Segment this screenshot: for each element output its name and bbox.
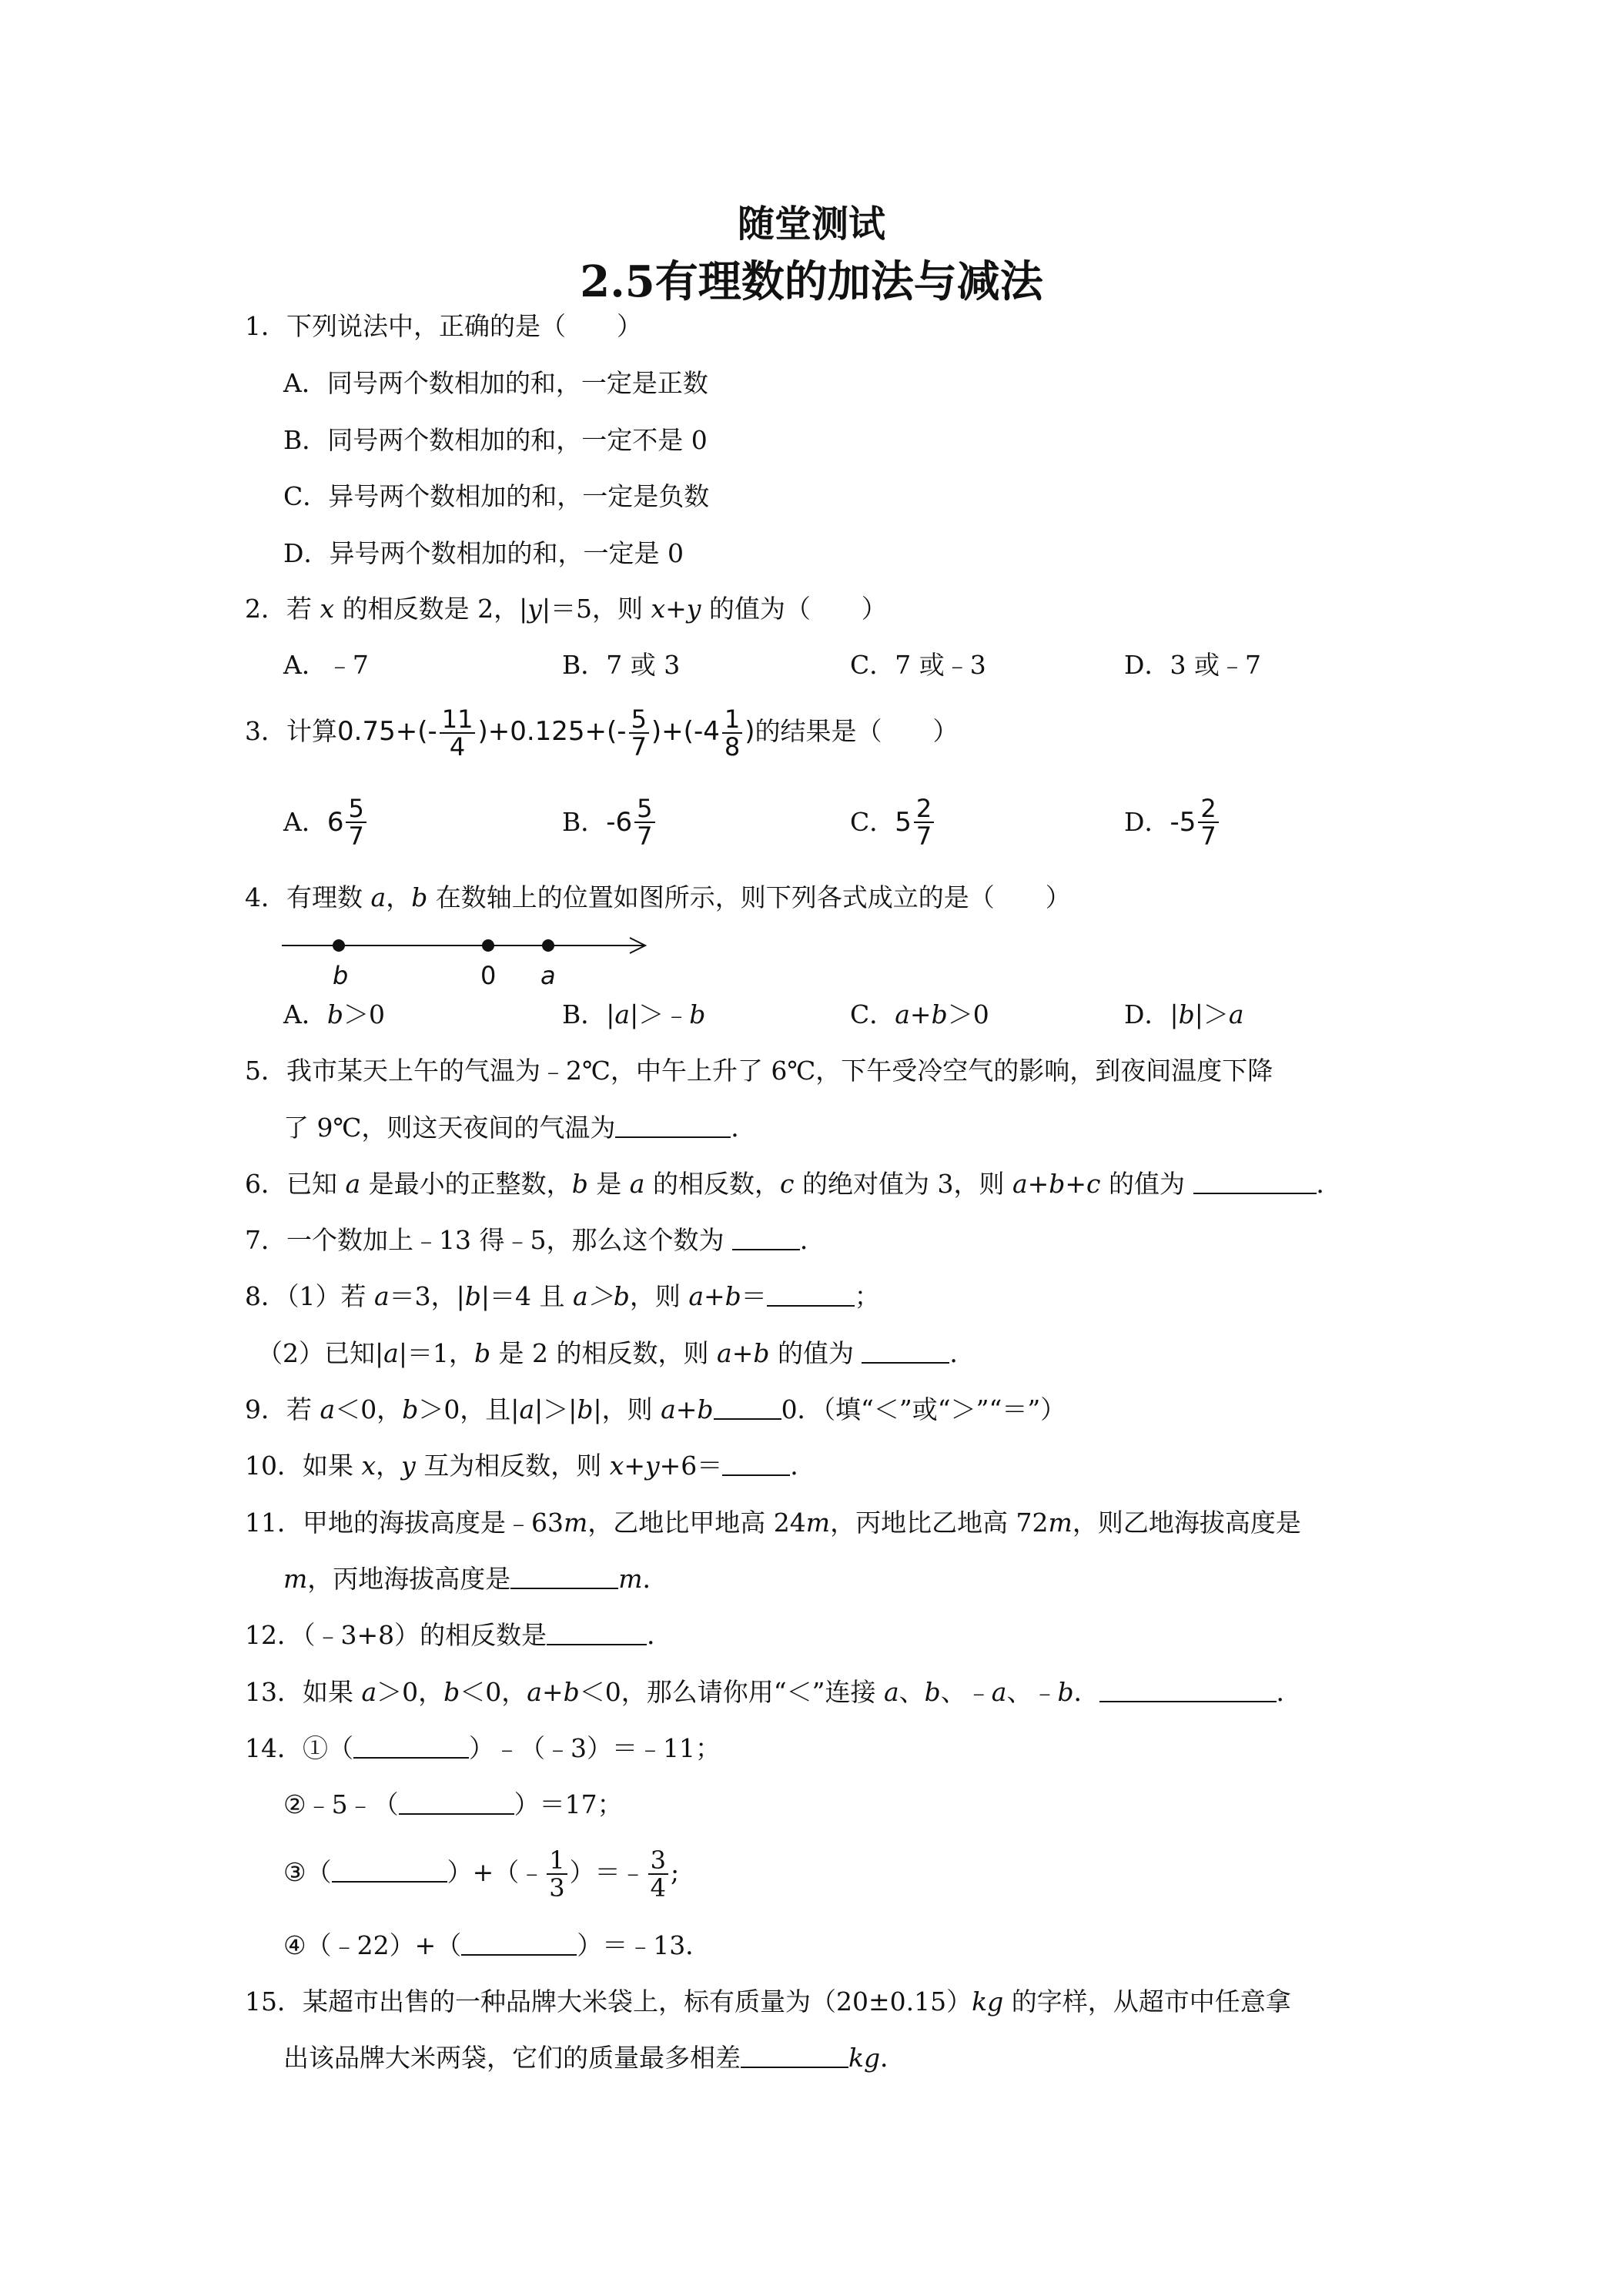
question-15-line-1: [245, 1985, 1291, 2019]
var-y: y: [401, 1451, 416, 1481]
q5-end: ．: [731, 1113, 757, 1143]
q3-option-d: [1124, 795, 1221, 849]
question-5-line-1: 5．我市某天上午的气温为﹣2℃，中午上升了 6℃，下午受冷空气的影响，到夜间温度下降: [245, 1056, 1273, 1086]
option-label: D．: [1124, 807, 1170, 837]
question-8-part-2: [257, 1337, 975, 1371]
question-11-line-1: [245, 1506, 1301, 1540]
q4-text: 4．有理数: [245, 882, 371, 912]
q14-text: ）＝﹣: [569, 1857, 646, 1887]
unit-m: m: [618, 1564, 643, 1594]
q14-text: ）＝17；: [514, 1789, 623, 1819]
q8-text: |＝4 且: [480, 1281, 574, 1311]
denominator: 7: [637, 822, 653, 851]
var-x: x: [320, 594, 335, 624]
question-14-row-4: [283, 1929, 711, 1963]
opt-var: a: [1228, 999, 1244, 1029]
q8-text: （2）已知|: [257, 1338, 384, 1368]
fraction: [440, 706, 476, 760]
expr-part: )+0.125+(-: [477, 716, 627, 747]
point-zero: [482, 939, 494, 952]
var-b: b: [411, 882, 428, 912]
answer-blank[interactable]: [714, 1394, 781, 1420]
q1-option-c: C．异号两个数相加的和，一定是负数: [283, 481, 710, 511]
q13-text: 、﹣: [940, 1677, 992, 1707]
q1-option-a: A．同号两个数相加的和，一定是正数: [283, 368, 708, 398]
question-8-part-1: [245, 1280, 880, 1314]
q14-text: ④（﹣22）+（: [283, 1930, 462, 1960]
var-a: a: [629, 1169, 645, 1199]
question-9: [245, 1393, 1066, 1427]
q11-text: ，乙地比甲地高 24: [587, 1508, 806, 1538]
answer-blank[interactable]: [510, 1563, 618, 1589]
var-b: b: [571, 1169, 588, 1199]
unit-m: m: [563, 1508, 588, 1538]
point-a: [542, 939, 554, 952]
q11-text: ，丙地海拔高度是: [307, 1564, 511, 1594]
fraction: [629, 706, 649, 760]
option-label: B．: [562, 807, 607, 837]
opt-var: b: [1178, 999, 1195, 1029]
var-a: a: [370, 882, 387, 912]
var-a: a: [883, 1677, 899, 1707]
opt-var: b: [689, 999, 706, 1029]
unit-kg: kg: [848, 2043, 881, 2073]
q8-end: ；: [854, 1281, 880, 1311]
question-14-row-2: [283, 1788, 623, 1822]
var-c: c: [779, 1169, 795, 1199]
var-a: a: [383, 1338, 399, 1368]
q11-text: ，则乙地海拔高度是: [1072, 1508, 1301, 1538]
q13-text: 、: [899, 1677, 925, 1707]
q6-text: 6．已知: [245, 1169, 346, 1199]
answer-blank[interactable]: [461, 1930, 577, 1956]
mixed-number: [327, 795, 369, 849]
q14-lead: 14．: [245, 1733, 303, 1763]
expr-a-plus-b: a+b: [717, 1338, 770, 1368]
q11-text: 11．甲地的海拔高度是﹣63: [245, 1508, 564, 1538]
page-title: 随堂测试: [737, 202, 885, 246]
q15-end: ．: [880, 2043, 906, 2073]
numerator: 3: [648, 1847, 668, 1875]
opt-var: a+b: [895, 999, 948, 1029]
point-b: [333, 939, 345, 952]
opt-text: |＞﹣: [630, 999, 690, 1029]
q4-text: ，: [386, 882, 412, 912]
q6-text: 的绝对值为 3，则: [794, 1169, 1012, 1199]
q14-text: ①（: [303, 1733, 353, 1763]
q8-end: ．: [949, 1338, 975, 1368]
q10-text: 互为相反数，则: [415, 1451, 610, 1481]
question-14-row-3: [283, 1844, 679, 1901]
q3-lead: 3．计算: [245, 716, 337, 746]
q13-text: ．: [1073, 1677, 1099, 1707]
numerator: 5: [346, 795, 366, 823]
fraction: [547, 1847, 567, 1901]
answer-blank[interactable]: [767, 1280, 855, 1307]
q4-option-d: [1124, 998, 1244, 1032]
numerator: 11: [440, 706, 476, 734]
denominator: 4: [650, 1873, 666, 1903]
expr-a-plus-b: a+b: [527, 1677, 580, 1707]
denominator: 7: [1200, 822, 1216, 851]
opt-text: A．: [283, 999, 327, 1029]
opt-text: ＞0: [947, 999, 989, 1029]
q8-text: 8．（1）若: [245, 1281, 374, 1311]
whole: -6: [606, 807, 633, 838]
var-a: a: [991, 1677, 1007, 1707]
var-x: x: [361, 1451, 376, 1481]
numerator: 5: [629, 706, 649, 734]
answer-blank[interactable]: [1193, 1168, 1317, 1194]
q13-end: ．: [1276, 1677, 1302, 1707]
var-a: a: [519, 1394, 535, 1424]
q14-text: ）+（﹣: [447, 1857, 545, 1887]
q8-text: ＝3，|: [389, 1281, 465, 1311]
q6-text: 是: [587, 1169, 630, 1199]
question-4-stem: [245, 881, 1071, 915]
whole: -5: [1170, 807, 1196, 838]
var-a: a: [361, 1677, 377, 1707]
q9-text: ＞0，且|: [418, 1394, 520, 1424]
q14-text: ③（: [283, 1857, 332, 1887]
question-6: [245, 1167, 1342, 1201]
var-y: y: [527, 594, 542, 624]
question-1-stem: 1．下列说法中，正确的是（ ）: [245, 311, 642, 341]
denominator: 7: [348, 822, 364, 851]
q2-text: |＝5，则: [541, 594, 651, 624]
q8-text: ，则: [629, 1281, 689, 1311]
expr-a-b-c: a+b+c: [1012, 1169, 1101, 1199]
unit-m: m: [1048, 1508, 1073, 1538]
q3-option-b: [562, 795, 658, 849]
denominator: 4: [449, 731, 466, 761]
question-11-line-2: [283, 1562, 668, 1596]
q8-text: 的值为: [769, 1338, 862, 1368]
fraction: [722, 706, 742, 760]
answer-blank[interactable]: [353, 1732, 469, 1759]
q15-text: 的字样，从超市中任意拿: [1003, 1986, 1291, 2017]
numerator: 1: [722, 706, 742, 734]
denominator: 3: [549, 1873, 565, 1903]
answer-blank[interactable]: [732, 1224, 800, 1250]
q1-option-d: D．异号两个数相加的和，一定是 0: [283, 538, 684, 568]
numerator: 5: [634, 795, 654, 823]
q14-text: ;: [670, 1857, 680, 1887]
mixed-number: [606, 795, 657, 849]
answer-blank[interactable]: [1099, 1676, 1277, 1702]
option-label: C．: [850, 807, 895, 837]
var-b: b: [1057, 1677, 1074, 1707]
var-b: b: [443, 1677, 460, 1707]
denominator: 8: [724, 731, 741, 761]
q2-text: 的相反数是 2，|: [334, 594, 528, 624]
answer-blank[interactable]: [862, 1337, 949, 1364]
answer-blank[interactable]: [615, 1112, 731, 1138]
q14-text: ②﹣5﹣（: [283, 1789, 399, 1819]
q9-text: |，则: [593, 1394, 661, 1424]
var-b: b: [402, 1394, 419, 1424]
question-3-stem: [245, 705, 958, 760]
fraction: [346, 795, 366, 849]
expr-x-plus-y: x+y: [609, 1451, 660, 1481]
q2-option-a: A．﹣7: [283, 650, 369, 680]
q7-text: 7．一个数加上﹣13 得﹣5，那么这个数为: [245, 1225, 732, 1255]
label-a: a: [540, 961, 556, 990]
answer-blank[interactable]: [547, 1619, 647, 1645]
fraction: [648, 1847, 668, 1901]
q13-text: ＞0，: [376, 1677, 444, 1707]
q2-text: 的值为（ ）: [701, 594, 887, 624]
q2-option-c: C．7 或﹣3: [850, 650, 986, 680]
unit-kg: kg: [972, 1986, 1004, 2017]
q4-option-c: [850, 998, 989, 1032]
q2-text: 2．若: [245, 594, 320, 624]
q13-text: 13．如果: [245, 1677, 362, 1707]
numerator: 2: [914, 795, 934, 823]
q8-text: |＝1，: [398, 1338, 474, 1368]
q11-text: ，丙地比乙地高 72: [830, 1508, 1049, 1538]
var-a: a: [345, 1169, 361, 1199]
q9-text: 0．（填“＜”或“＞”“＝”）: [781, 1394, 1066, 1424]
number-line-figure: [282, 924, 651, 993]
question-5-line-2: [283, 1111, 756, 1145]
expr-a-gt-b: a＞b: [573, 1281, 630, 1311]
var-b: b: [464, 1281, 481, 1311]
opt-var: a: [614, 999, 631, 1029]
var-b: b: [924, 1677, 941, 1707]
q2-option-b: B．7 或 3: [562, 650, 681, 680]
question-13: [245, 1675, 1302, 1709]
q8-text: 是 2 的相反数，则: [490, 1338, 718, 1368]
q4-option-a: [283, 998, 385, 1032]
expr-a-plus-b: a+b: [688, 1281, 741, 1311]
q9-text: |＞|: [534, 1394, 577, 1424]
answer-blank[interactable]: [332, 1856, 447, 1883]
q12-end: ．: [647, 1620, 673, 1650]
label-zero: 0: [480, 961, 497, 990]
expr-x-plus-y: x+y: [651, 594, 701, 624]
q13-text: ＜0，那么请你用“＜”连接: [579, 1677, 884, 1707]
answer-blank[interactable]: [741, 2042, 848, 2068]
q7-end: ．: [799, 1225, 825, 1255]
q11-end: ．: [642, 1564, 668, 1594]
q3-tail: 的结果是（ ）: [755, 716, 959, 746]
mixed-number: [895, 795, 936, 849]
q10-text: ，: [376, 1451, 402, 1481]
q3-expression: [337, 704, 755, 761]
opt-var: b: [326, 999, 343, 1029]
q10-end: ．: [790, 1451, 816, 1481]
opt-text: |＞: [1194, 999, 1229, 1029]
q14-text: ）﹣（﹣3）＝﹣11；: [469, 1733, 721, 1763]
unit-m: m: [805, 1508, 831, 1538]
q5-text: 了 9℃，则这天夜间的气温为: [283, 1113, 616, 1143]
page-subtitle: 2.5有理数的加法与减法: [580, 256, 1043, 307]
expr-part: ): [745, 716, 755, 747]
q13-text: 、﹣: [1006, 1677, 1058, 1707]
var-b: b: [577, 1394, 594, 1424]
q14-text: ）＝﹣13．: [577, 1930, 711, 1960]
denominator: 7: [915, 822, 932, 851]
opt-text: D．|: [1124, 999, 1179, 1029]
fraction: [1198, 795, 1218, 849]
q8-text: ＝: [741, 1281, 767, 1311]
question-7: [245, 1223, 825, 1257]
unit-m: m: [283, 1564, 308, 1594]
q6-text: 是最小的正整数，: [360, 1169, 572, 1199]
q13-text: ＜0，: [460, 1677, 527, 1707]
numerator: 2: [1198, 795, 1218, 823]
opt-text: C．: [850, 999, 895, 1029]
expr-part: 0.75+(-: [337, 716, 437, 747]
q10-text: +6＝: [659, 1451, 723, 1481]
q3-option-a: [283, 795, 369, 849]
question-10: [245, 1449, 815, 1483]
expr-a-plus-b: a+b: [661, 1394, 714, 1424]
option-label: A．: [283, 807, 327, 837]
q1-option-b: B．同号两个数相加的和，一定不是 0: [283, 425, 708, 455]
whole: 5: [895, 807, 912, 838]
opt-text: ＞0: [343, 999, 385, 1029]
whole: 6: [326, 807, 344, 838]
answer-blank[interactable]: [399, 1789, 514, 1815]
opt-text: B．|: [562, 999, 615, 1029]
q9-text: 9．若: [245, 1394, 320, 1424]
label-b: b: [333, 961, 349, 990]
fraction: [914, 795, 934, 849]
question-15-line-2: [283, 2041, 905, 2075]
var-a: a: [320, 1394, 336, 1424]
question-2-stem: [245, 592, 887, 626]
var-b: b: [474, 1338, 491, 1368]
answer-blank[interactable]: [722, 1450, 790, 1476]
q15-text: 出该品牌大米两袋，它们的质量最多相差: [283, 2043, 741, 2073]
q9-text: ＜0，: [335, 1394, 403, 1424]
fraction: [634, 795, 654, 849]
q12-text: 12．（﹣3+8）的相反数是: [245, 1620, 547, 1650]
denominator: 7: [631, 731, 647, 761]
q2-option-d: D．3 或﹣7: [1124, 650, 1261, 680]
q4-text: 在数轴上的位置如图所示，则下列各式成立的是（ ）: [427, 882, 1071, 912]
expr-part: )+(-4: [651, 716, 720, 747]
question-14-row-1: [245, 1732, 721, 1766]
q15-text: 15．某超市出售的一种品牌大米袋上，标有质量为（20±0.15）: [245, 1986, 972, 2017]
numerator: 1: [547, 1847, 567, 1875]
q6-text: 的相反数，: [644, 1169, 780, 1199]
q6-text: 的值为: [1100, 1169, 1193, 1199]
question-12: [245, 1618, 672, 1652]
q6-end: ．: [1316, 1169, 1342, 1199]
q10-text: 10．如果: [245, 1451, 362, 1481]
mixed-number: [1170, 795, 1220, 849]
q3-option-c: [850, 795, 936, 849]
var-a: a: [373, 1281, 390, 1311]
q4-option-b: [562, 998, 705, 1032]
